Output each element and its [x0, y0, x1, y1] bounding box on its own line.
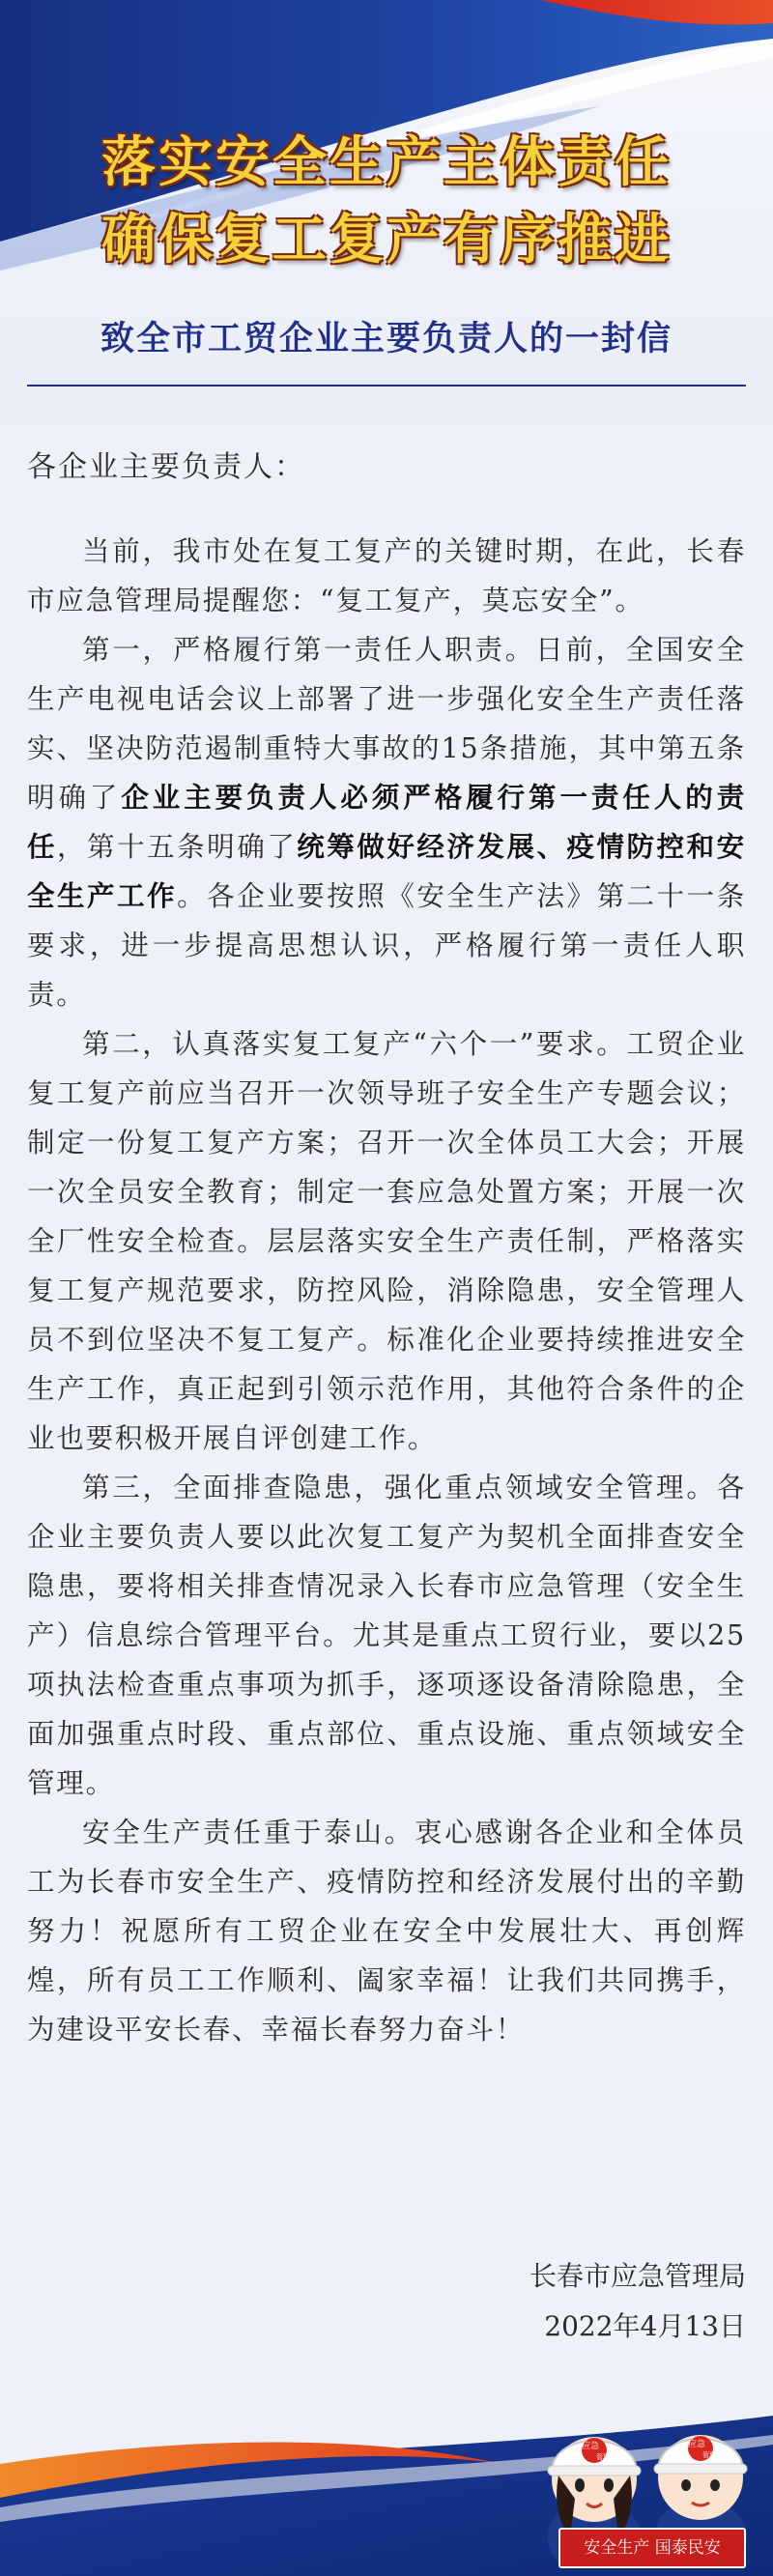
slogan-banner: 安全生产 国泰民安: [558, 2528, 746, 2568]
paragraph-2: [27, 625, 746, 1019]
title-line-1: 落实安全生产主体责任: [101, 130, 672, 194]
paragraph-2-text-c: ，第十五条明确了: [57, 831, 298, 863]
subtitle: 致全市工贸企业主要负责人的一封信: [100, 319, 673, 358]
title-line-2: 确保复工复产有序推进: [101, 208, 672, 272]
signature-date: 2022年4月13日: [544, 2310, 746, 2342]
header: [0, 0, 773, 425]
letter-body: [27, 430, 746, 2054]
subtitle-divider: [27, 385, 746, 386]
badge-right-text-2: 管理: [702, 2451, 716, 2459]
signature-org: 长春市应急管理局: [529, 2260, 746, 2292]
paragraph-2-emphasis-2: 统筹做好经济发展、疫情防控和安全生产工作: [27, 830, 746, 912]
paragraph-3: 第二，认真落实复工复产“六个一”要求。工贸企业复工复产前应当召开一次领导班子安全生产专题会议；制定一份复工复产方案；召开一次全体员工大会；开展一次全员安全教育；制定一套应急处置方案；开展一次全厂性安全检查。层层落实安全生产责任制，严格落实复工复产规范要求，防控风险，消除隐患，安全管理人员不到位坚决不复工复产。标准化企业要持续推进安全生产工作，真正起到引领示范作用，其他符合条件的企业也要积极开展自评创建工作。: [27, 1028, 746, 1454]
paragraph-1: 当前，我市处在复工复产的关键时期，在此，长春市应急管理局提醒您：“复工复产，莫忘安全”。: [27, 535, 746, 616]
paragraph-2-text-e: 。各企业要按照《安全生产法》第二十一条要求，进一步提高思想认识，严格履行第一责任人职责。: [27, 880, 746, 1011]
signature-block: [359, 2251, 746, 2352]
paragraph-4: 第三，全面排查隐患，强化重点领域安全管理。各企业主要负责人要以此次复工复产为契机全面排查安全隐患，要将相关排查情况录入长春市应急管理（安全生产）信息综合管理平台。尤其是重点工贸行业，要以25项执法检查重点事项为抓手，逐项逐设备清除隐患，全面加强重点时段、重点部位、重点设施、重点领域安全管理。: [27, 1472, 746, 1799]
paragraph-2-text-a: 第一，严格履行第一责任人职责。日前，全国安全生产电视电话会议上部署了进一步强化安全生产责任落实、坚决防范遏制重特大事故的15条措施，其中第五条明确了: [27, 634, 746, 814]
title-block: [0, 124, 773, 278]
badge-left-text-1: 应急: [582, 2442, 600, 2451]
paragraph-2-emphasis-1: 企业主要负责人必须严格履行第一责任人的责任: [27, 781, 746, 863]
salutation: 各企业主要负责人：: [27, 450, 305, 484]
badge-right-text-1: 应急: [688, 2440, 706, 2449]
paragraph-5: 安全生产责任重于泰山。衷心感谢各企业和全体员工为长春市安全生产、疫情防控和经济发展付出的辛勤努力！祝愿所有工贸企业在安全中发展壮大、再创辉煌，所有员工工作顺利、阖家幸福！让我们共同携手，为建设平安长春、幸福长春努力奋斗！: [27, 1817, 746, 2046]
badge-left-text-2: 管理: [596, 2453, 610, 2461]
